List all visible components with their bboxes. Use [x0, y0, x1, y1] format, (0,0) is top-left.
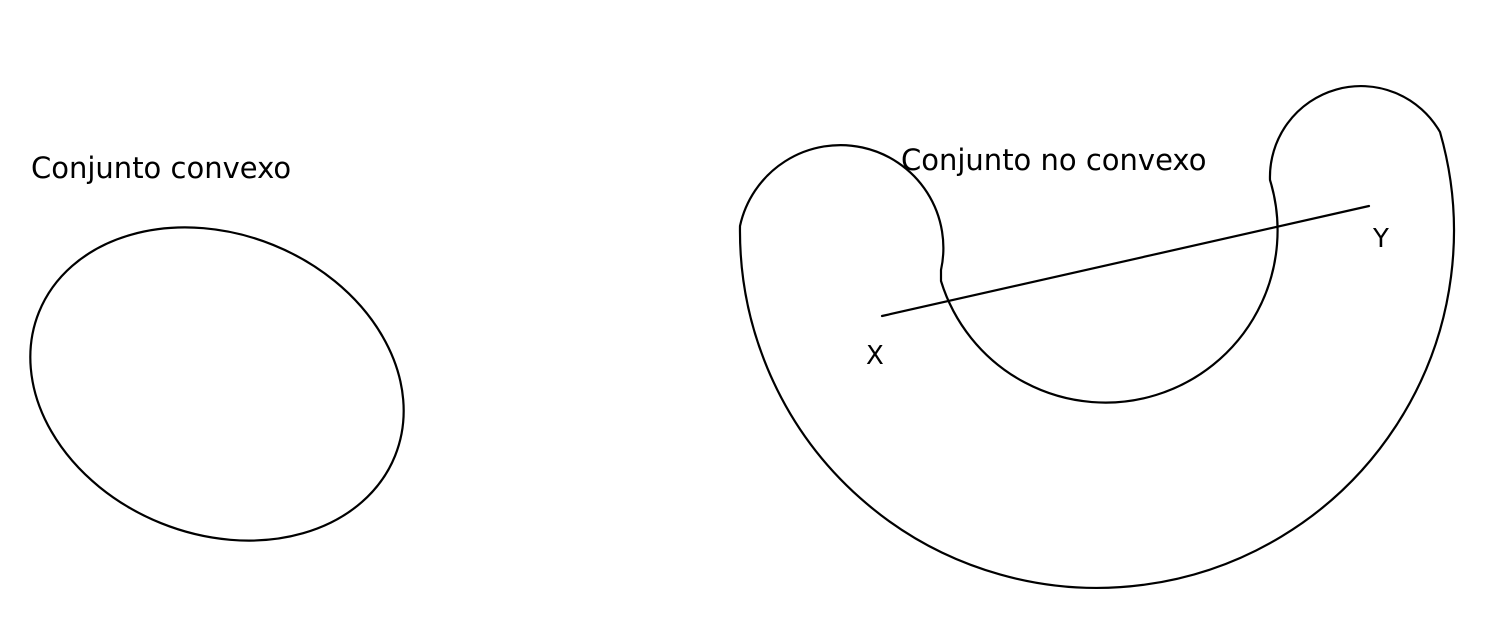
convex-set-group — [0, 151, 451, 595]
point-x-label: X — [866, 341, 884, 371]
convex-set-title: Conjunto convexo — [31, 151, 292, 185]
segment-xy — [882, 206, 1369, 316]
non-convex-set-title: Conjunto no convexo — [901, 143, 1207, 177]
non-convex-set-group — [740, 86, 1454, 588]
point-y-label: Y — [1373, 224, 1389, 254]
convex-set-ellipse — [0, 173, 451, 595]
